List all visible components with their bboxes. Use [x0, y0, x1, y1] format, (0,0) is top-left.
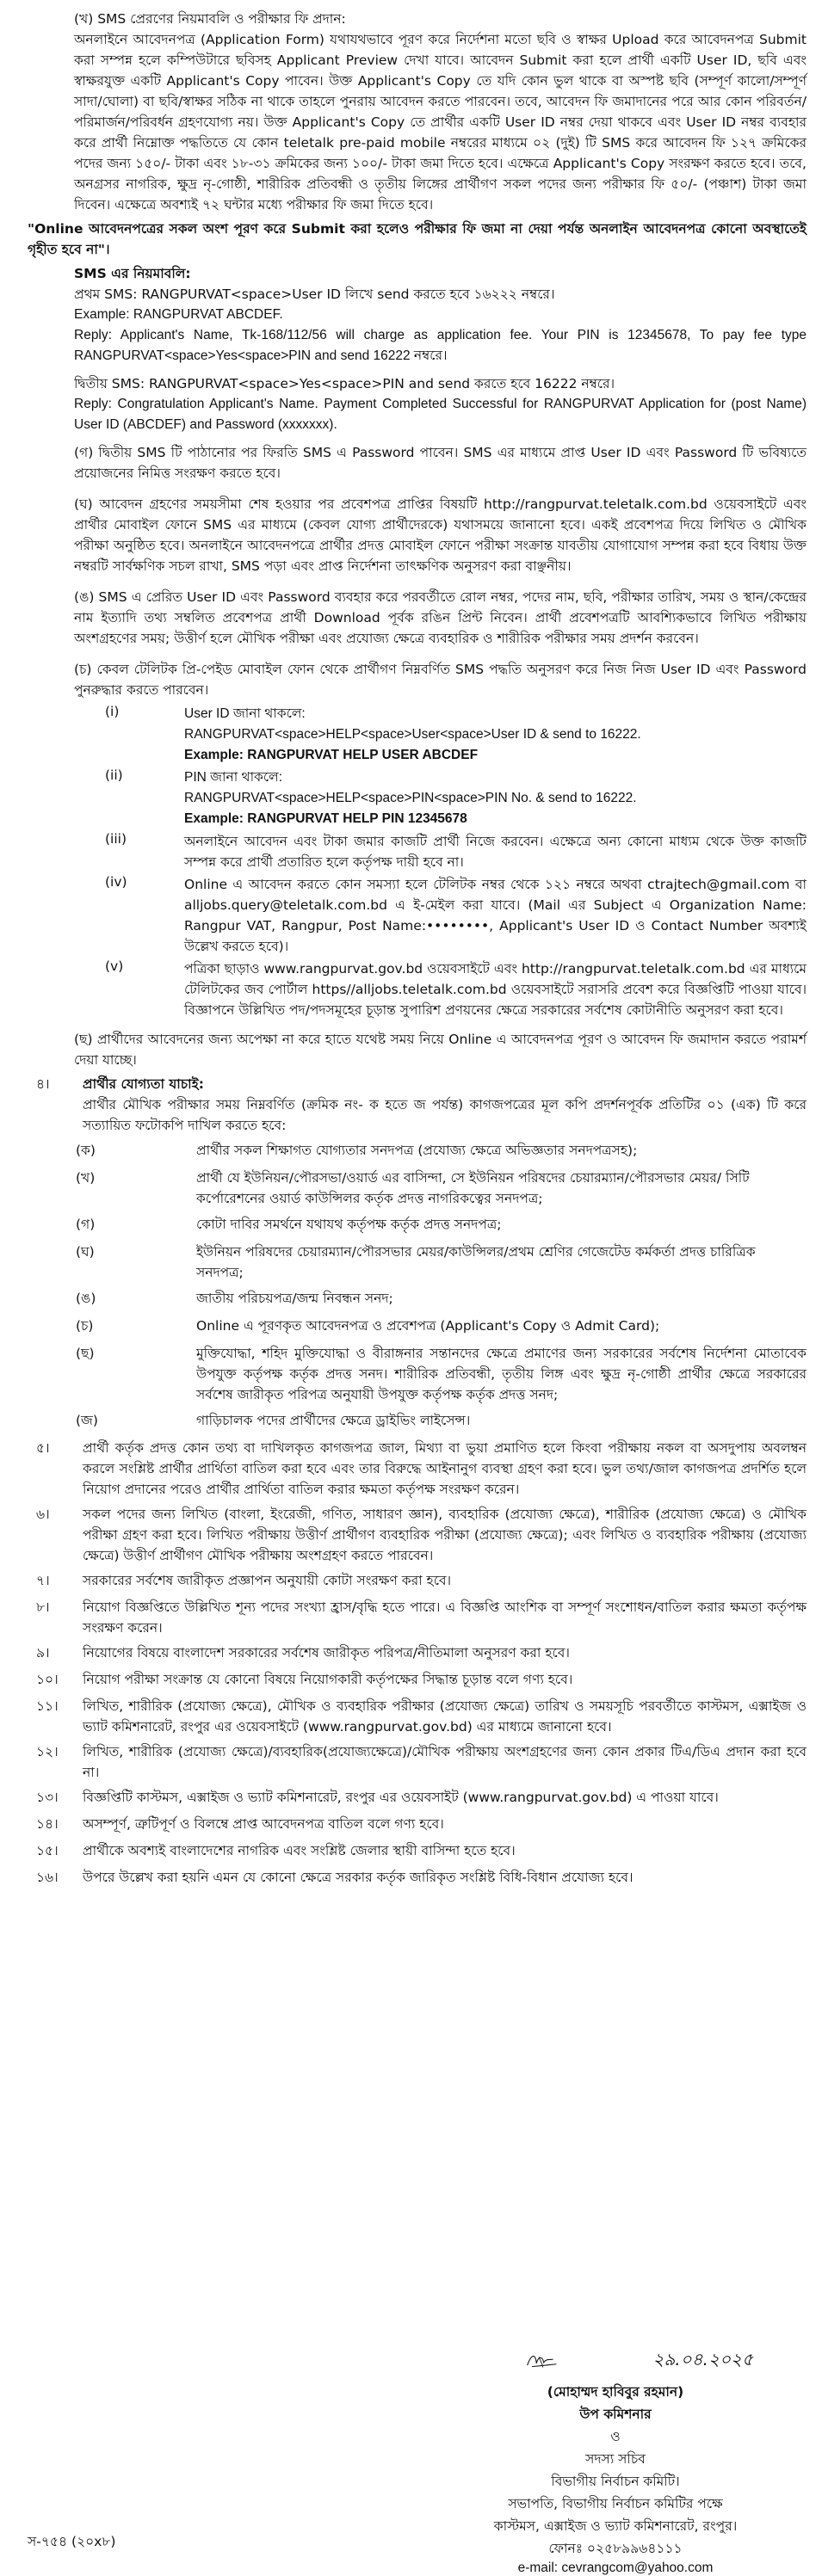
clause-num: ১২। — [36, 1744, 59, 1759]
section-kha-title: (খ) SMS প্রেরণের নিয়মাবলি ও পরীক্ষার ফি প্রদান: — [74, 11, 346, 27]
document-item — [45, 1343, 807, 1405]
clause-item — [28, 1787, 807, 1809]
officer-designation: উপ কমিশনার — [579, 2407, 652, 2422]
committee-name: বিভাগীয় নির্বাচন কমিটি। — [551, 2474, 680, 2489]
document-item-text: জাতীয় পরিচয়পত্র/জন্ম নিবন্ধন সনদ; — [196, 1291, 393, 1306]
document-item-text: গাড়িচালক পদের প্রার্থীদের ক্ষেত্রে ড্রাইভিং লাইসেন্স। — [196, 1413, 471, 1428]
document-item — [45, 1214, 807, 1236]
recovery-item-num: (i) — [105, 704, 120, 719]
clause-item — [28, 1504, 807, 1566]
section-kha-body: অনলাইনে আবেদনপত্র (Application Form) যথাযথভাবে পূরণ করে নির্দেশনা মতো ছবি ও স্বাক্ষর Upload করে আবেদনপত্র Submit করা সম্পন্ন হলে কম্পিউটারে ছবিসহ Applicant Preview দেখা যাবে। আবেদন Submit করা হলে প্রার্থী একটি User ID, ছবি এবং স্বাক্ষরযুক্ত একটি Applicant's Copy পাবেন। উক্ত Applicant's Copy তে যদি কোন ভুল থাকে বা অস্পষ্ট ছবি (সম্পূর্ণ কালো/সম্পূর্ণ সাদা/ঘোলা) বা ছবি/স্বাক্ষর সঠিক না থাকে তাহলে পুনরায় আবেদন করতে পারবেন। তবে, আবেদন ফি জমাদানের পরে আর কোন পরিবর্তন/পরিমার্জন/পরিবর্ধন গ্রহণযোগ্য নয়। উক্ত Applicant's Copy তে প্রার্থীর একটি User ID নম্বর দেয়া থাকবে এবং User ID নম্বর ব্যবহার করে প্রার্থী নিম্নোক্ত পদ্ধতিতে যে কোন teletalk pre-paid mobile নম্বরের মাধ্যমে ০২ (দুই) টি SMS করে আবেদন ফি ১২৭ ক্রমিকের পদের জন্য ১৫০/- টাকা এবং ১৮-৩১ ক্রমিকের জন্য ১০০/- টাকা জমা দিতে হবে। এক্ষেত্রে Applicant's Copy সংরক্ষণ করতে হবে। তবে, অনগ্রসর নাগরিক, ক্ষুদ্র নৃ-গোষ্ঠী, শারীরিক প্রতিবন্ধী ও তৃতীয় লিঙ্গের প্রার্থীগণ সকল পদের জন্য পরীক্ষার ফি ৫০/- (পঞ্চাশ) টাকা জমা দিবেন। এক্ষেত্রে অবশ্যই ৭২ ঘন্টার মধ্যে পরীক্ষার ফি জমা দিতে হবে। — [74, 32, 807, 213]
clause-item — [28, 1814, 807, 1836]
document-item — [45, 1316, 807, 1338]
clause-text: নিয়োগের বিষয়ে বাংলাদেশ সরকারের সর্বশেষ জারীকৃত পরিপত্র/নীতিমালা অনুসরণ করা হবে। — [83, 1645, 570, 1661]
clause-num: ৯। — [36, 1645, 50, 1661]
sms1-example: Example: RANGPURVAT ABCDEF. — [74, 307, 283, 322]
clause-item — [28, 1696, 807, 1737]
section-kha-note: "Online আবেদনপত্রের সকল অংশ পূরণ করে Submit করা হলেও পরীক্ষার ফি জমা না দেয়া পর্যন্ত অনলাইন আবেদনপত্র কোনো অবস্থাতেই গৃহীত হবে না"। — [28, 221, 807, 257]
office-name: কাস্টমস, এক্সাইজ ও ভ্যাট কমিশনারেট, রংপুর। — [493, 2518, 738, 2534]
clause-text: অসম্পূর্ণ, ত্রুটিপূর্ণ ও বিলম্বে প্রাপ্ত আবেদনপত্র বাতিল বলে গণ্য হবে। — [83, 1816, 444, 1832]
document-item-num: (চ) — [76, 1318, 94, 1334]
document-item-num: (খ) — [76, 1170, 96, 1186]
notice-page — [28, 9, 807, 1894]
signature-block — [478, 2340, 753, 2576]
clause-item — [28, 1570, 807, 1593]
clause-item — [28, 1597, 807, 1638]
officer-role: সদস্য সচিব — [585, 2451, 646, 2467]
document-item — [45, 1242, 807, 1283]
recovery-item-line: Online এ আবেদন করতে কোন সমস্যা হলে টেলিটক নম্বর থেকে ১২১ নম্বরে অথবা ctrajtech@gmail.com বা alljobs.query@teletalk.com.bd এ ই-মেইল করা যাবে। (Mail এর Subject এ Organization Name: Rangpur VAT, Rangpur, Post Name:••••••••, Applicant's User ID ও Contact Number অবশ্যই উল্লেখ করতে হবে)। — [184, 877, 807, 954]
document-item-num: (ছ) — [76, 1346, 95, 1361]
recovery-item-line: অনলাইনে আবেদন এবং টাকা জমার কাজটি প্রার্থী নিজে করবেন। এক্ষেত্রে অন্য কোনো মাধ্যম থেকে উক্ত কাজটি সম্পন্ন করে প্রার্থী প্রতারিত হলে কর্তৃপক্ষ দায়ী হবে না। — [184, 834, 807, 870]
recovery-item — [74, 958, 807, 1020]
on-behalf: সভাপতি, বিভাগীয় নির্বাচন কমিটির পক্ষে — [508, 2496, 723, 2511]
clause-num: ৫। — [36, 1440, 50, 1456]
section-cha: (চ) কেবল টেলিটক প্রি-পেইড মোবাইল ফোন থেকে প্রার্থীগণ নিম্নবর্ণিত SMS পদ্ধতি অনুসরণ করে নিজ নিজ User ID এবং Password পুনরুদ্ধার করতে পারবেন। — [74, 662, 807, 698]
numbered-clauses — [28, 1438, 807, 1889]
document-item-text: ইউনিয়ন পরিষদের চেয়ারম্যান/পৌরসভার মেয়র/কাউন্সিলর/প্রথম শ্রেণির গেজেটেড কর্মকর্তা প্রদত্ত চারিত্রিক সনদপত্র; — [196, 1244, 756, 1280]
clause-item — [28, 1642, 807, 1665]
recovery-item-line: User ID জানা থাকলে: — [184, 706, 306, 721]
document-item-text: কোটা দাবির সমর্থনে যথাযথ কর্তৃপক্ষ কর্তৃক প্রদত্ত সনদপত্র; — [196, 1217, 502, 1232]
clause-num: ৮। — [36, 1599, 50, 1615]
section-4-intro: প্রার্থীর মৌখিক পরীক্ষার সময় নিম্নবর্ণিত (ক্রমিক নং- ক হতে জ পর্যন্ত) কাগজপত্রের মূল কপি প্রদর্শনপূর্বক প্রতিটির ০১ (এক) টি করে সত্যায়িত ফটোকপি দাখিল করতে হবে: — [83, 1097, 807, 1133]
clause-item — [28, 1669, 807, 1692]
clause-text: প্রার্থী কর্তৃক প্রদত্ত কোন তথ্য বা দাখিলকৃত কাগজপত্র জাল, মিথ্যা বা ভুয়া প্রমাণিত হলে কিংবা পরীক্ষায় নকল বা অসদুপায় অবলম্বন করলে সংশ্লিষ্ট প্রার্থীর প্রার্থিতা বাতিল করা হবে এবং তার বিরুদ্ধে আইনানুগ ব্যবস্থা গ্রহণ করা হবে। ভুল তথ্য/জাল কাগজপত্র প্রদর্শিত হলে নিয়োগ প্রদানের পরেও প্রার্থীর প্রার্থিতা বাতিল করার ক্ষমতা কর্তৃপক্ষ সংরক্ষণ করেন। — [83, 1440, 807, 1497]
sms-rules — [28, 263, 807, 435]
section-4-title: প্রার্থীর যোগ্যতা যাচাই: — [83, 1076, 204, 1092]
recovery-item — [74, 767, 807, 829]
document-item-text: প্রার্থীর সকল শিক্ষাগত যোগ্যতার সনদপত্র (প্রযোজ্য ক্ষেত্রে অভিজ্ঞতার সনদপত্রসহ); — [196, 1143, 638, 1158]
clause-num: ৭। — [36, 1573, 50, 1588]
section-uma: (ঙ) SMS এ প্রেরিত User ID এবং Password ব্যবহার করে পরবর্তীতে রোল নম্বর, পদের নাম, ছবি, পরীক্ষার তারিখ, সময় ও স্থান/কেন্দ্রের নাম ইত্যাদি তথ্য সম্বলিত প্রবেশপত্র প্রার্থী Download পূর্বক রঙিন প্রিন্ট নিবেন। প্রার্থী প্রবেশপত্রটি আবশ্যিকভাবে লিখিত পরীক্ষায় অংশগ্রহণের সময়; উত্তীর্ণ হলে মৌখিক পরীক্ষা এবং প্রযোজ্য ক্ষেত্রে ব্যবহারিক ও শারীরিক পরীক্ষার সময় প্রদর্শন করবেন। — [74, 589, 807, 646]
clause-text: প্রার্থীকে অবশ্যই বাংলাদেশের নাগরিক এবং সংশ্লিষ্ট জেলার স্থায়ী বাসিন্দা হতে হবে। — [83, 1843, 516, 1858]
clause-num: ১০। — [36, 1672, 59, 1687]
clause-item — [28, 1840, 807, 1863]
document-item-num: (ঘ) — [76, 1244, 95, 1260]
sms1-instruction: প্রথম SMS: RANGPURVAT<space>User ID লিখে send করতে হবে ১৬২২২ নম্বরে। — [74, 287, 555, 302]
document-item-text: প্রার্থী যে ইউনিয়ন/পৌরসভা/ওয়ার্ড এর বাসিন্দা, সে ইউনিয়ন পরিষদের চেয়ারম্যান/পৌরসভার মেয়র/ সিটি কর্পোরেশনের ওয়ার্ড কাউন্সিলর কর্তৃক প্রদত্ত নাগরিকত্বের সনদপত্র; — [196, 1170, 750, 1206]
document-item-text: মুক্তিযোদ্ধা, শহিদ মুক্তিযোদ্ধা ও বীরাঙ্গনার সন্তানদের ক্ষেত্রে প্রমাণের জন্য সরকারের সর্বশেষ নির্দেশনা মোতাবেক উপযুক্ত কর্তৃপক্ষ কর্তৃক প্রদত্ত সনদ। শারীরিক প্রতিবন্ধী, তৃতীয় লিঙ্গ এবং ক্ষুদ্র নৃ-গোষ্ঠী প্রার্থীর ক্ষেত্রে সরকারের সর্বশেষ জারীকৃত পরিপত্র অনুযায়ী উপযুক্ত কর্তৃপক্ষ কর্তৃক প্রদত্ত সনদ; — [196, 1346, 807, 1402]
recovery-item-line: Example: RANGPURVAT HELP USER ABCDEF — [184, 748, 479, 762]
recovery-item-num: (ii) — [105, 767, 123, 783]
document-item-num: (গ) — [76, 1217, 96, 1232]
document-item-num: (ঙ) — [76, 1291, 96, 1306]
document-item — [45, 1140, 807, 1162]
recovery-item-num: (v) — [105, 958, 124, 974]
recovery-item-line: PIN জানা থাকলে: — [184, 770, 283, 785]
footer-code: স-৭৫৪ (২০x৮) — [28, 2534, 116, 2549]
sms1-reply: Reply: Applicant's Name, Tk-168/112/56 will charge as application fee. Your PIN is 12345678, To pay fee type RANGPURVAT<space>Yes<space>PIN and send 16222 নম্বরে। — [74, 328, 807, 363]
section-4 — [28, 1074, 807, 1136]
recovery-list — [28, 704, 807, 1020]
clause-num: ১৬। — [36, 1870, 59, 1885]
section-ga: (গ) দ্বিতীয় SMS টি পাঠানোর পর ফিরতি SMS এ Password পাবেন। SMS এর মাধ্যমে প্রাপ্ত User ID এবং Password টি ভবিষ্যতে প্রয়োজনের নিমিত্ত সংরক্ষণ করতে হবে। — [74, 445, 807, 481]
clause-num: ১৪। — [36, 1816, 59, 1832]
officer-name: (মোহাম্মদ হাবিবুর রহমান) — [547, 2384, 684, 2400]
clause-num: ১৫। — [36, 1843, 59, 1858]
clause-num: ১৩। — [36, 1790, 59, 1805]
document-list — [28, 1140, 807, 1433]
recovery-item-line: Example: RANGPURVAT HELP PIN 12345678 — [184, 811, 467, 826]
clause-item — [28, 1438, 807, 1500]
section-chha: (ছ) প্রার্থীদের আবেদনের জন্য অপেক্ষা না করে হাতে যথেষ্ট সময় নিয়ে Online এ আবেদনপত্র পূরণ ও আবেদন ফি জমাদান করতে পরামর্শ দেয়া যাচ্ছে। — [74, 1032, 807, 1068]
document-item — [45, 1288, 807, 1310]
recovery-item-num: (iii) — [105, 831, 127, 847]
clause-text: লিখিত, শারীরিক (প্রযোজ্য ক্ষেত্রে)/ব্যবহারিক(প্রযোজ্যক্ষেত্রে)/মৌখিক পরীক্ষায় অংশগ্রহণের জন্য কোন প্রকার টিএ/ডিএ প্রদান করা হবে না। — [83, 1744, 807, 1780]
signature-and: ও — [610, 2429, 621, 2444]
clause-text: সরকারের সর্বশেষ জারীকৃত প্রজ্ঞাপন অনুযায়ী কোটা সংরক্ষণ করা হবে। — [83, 1573, 452, 1588]
section-kha — [28, 9, 807, 260]
clause-text: নিয়োগ পরীক্ষা সংক্রান্ত যে কোনো বিষয়ে নিয়োগকারী কর্তৃপক্ষের সিদ্ধান্ত চূড়ান্ত বলে গণ্য হবে। — [83, 1672, 573, 1687]
recovery-item-line: RANGPURVAT<space>HELP<space>PIN<space>PIN No. & send to 16222. — [184, 791, 637, 805]
office-phone: ফোনঃ ০২৫৮৯৯৬৪১১১ — [548, 2541, 683, 2556]
clause-text: সকল পদের জন্য লিখিত (বাংলা, ইংরেজী, গণিত, সাধারণ জ্ঞান), ব্যবহারিক (প্রযোজ্য ক্ষেত্রে), শারীরিক (প্রযোজ্য ক্ষেত্রে) ও মৌখিক পরীক্ষা গ্রহণ করা হবে। লিখিত পরীক্ষায় উত্তীর্ণ প্রার্থীগণ ব্যবহারিক পরীক্ষা (প্রযোজ্য ক্ষেত্রে); এবং লিখিত ও ব্যবহারিক পরীক্ষায় (প্রযোজ্য ক্ষেত্রে) উত্তীর্ণ প্রার্থীগণ মৌখিক পরীক্ষায় অংশগ্রহণ করতে পারবেন। — [83, 1507, 807, 1563]
clause-num: ১১। — [36, 1698, 59, 1714]
recovery-item-num: (iv) — [105, 874, 127, 890]
recovery-item — [74, 831, 807, 872]
clause-text: নিয়োগ বিজ্ঞপ্তিতে উল্লিখিত শূন্য পদের সংখ্যা হ্রাস/বৃদ্ধি হতে পারে। এ বিজ্ঞপ্তি আংশিক বা সম্পূর্ণ সংশোধন/বাতিল করার ক্ষমতা কর্তৃপক্ষ সংরক্ষণ করেন। — [83, 1599, 807, 1636]
document-item-num: (জ) — [76, 1413, 98, 1428]
sms2-reply: Reply: Congratulation Applicant's Name. Payment Completed Successful for RANGPURVAT Application for (post Name) User ID (ABCDEF) and Password (xxxxxxx). — [74, 397, 807, 432]
handwritten-signature — [524, 2340, 602, 2382]
clause-text: লিখিত, শারীরিক (প্রযোজ্য ক্ষেত্রে), মৌখিক ও ব্যবহারিক পরীক্ষার (প্রযোজ্য ক্ষেত্রে) তারিখ ও সময়সূচি পরবর্তীতে কাস্টমস, এক্সাইজ ও ভ্যাট কমিশনারেট, রংপুর এর ওয়েবসাইটে (www.rangpurvat.gov.bd) এর মাধ্যমে জানানো হবে। — [83, 1698, 807, 1735]
sms2-instruction: দ্বিতীয় SMS: RANGPURVAT<space>Yes<space>PIN and send করতে হবে 16222 নম্বরে। — [74, 376, 615, 391]
clause-text: উপরে উল্লেখ করা হয়নি এমন যে কোনো ক্ষেত্রে সরকার কর্তৃক জারিকৃত সংশ্লিষ্ট বিধি-বিধান প্রযোজ্য হবে। — [83, 1870, 633, 1885]
recovery-item — [74, 704, 807, 766]
section-4-num: ৪। — [36, 1076, 50, 1092]
signature-date: ২৯.০৪.২০২৫ — [652, 2348, 753, 2370]
document-item — [45, 1168, 807, 1209]
recovery-item-line: RANGPURVAT<space>HELP<space>User<space>User ID & send to 16222. — [184, 727, 641, 742]
clause-num: ৬। — [36, 1507, 50, 1522]
clause-text: বিজ্ঞপ্তিটি কাস্টমস, এক্সাইজ ও ভ্যাট কমিশনারেট, রংপুর এর ওয়েবসাইট (www.rangpurvat.gov.bd) এ পাওয়া যাবে। — [83, 1790, 719, 1805]
clause-item — [28, 1867, 807, 1889]
recovery-item-line: পত্রিকা ছাড়াও www.rangpurvat.gov.bd ওয়েবসাইটে এবং http://rangpurvat.teletalk.com.bd এর মাধ্যমে টেলিটকের জব পোর্টাল https//alljobs.teletalk.com.bd ওয়েবসাইটে সরাসরি প্রবেশ করে বিজ্ঞপ্তিটি পাওয়া যাবে। বিজ্ঞাপনে উল্লিখিত পদ/পদসমূহের চূড়ান্ত সুপারিশ প্রণয়নের ক্ষেত্রে সরকারের সর্বশেষ কোটানীতি অনুসরণ করা হবে। — [184, 961, 807, 1018]
section-gha: (ঘ) আবেদন গ্রহণের সময়সীমা শেষ হওয়ার পর প্রবেশপত্র প্রাপ্তির বিষয়টি http://rangpurvat.teletalk.com.bd ওয়েবসাইটে এবং প্রার্থীর মোবাইল ফোনে SMS এর মাধ্যমে (কেবল যোগ্য প্রার্থীদেরকে) যথাসময়ে জানানো হবে। একই প্রবেশপত্র দিয়ে লিখিত ও মৌখিক পরীক্ষা অনুষ্ঠিত হবে। অনলাইনে আবেদনপত্রে প্রার্থীর প্রদত্ত মোবাইল ফোনে পরীক্ষা সংক্রান্ত যাবতীয় যোগাযোগ সম্পন্ন করা হবে বিধায় উক্ত নম্বরটি সার্বক্ষণিক সচল রাখা, SMS পড়া এবং প্রাপ্ত নির্দেশনা তাৎক্ষণিক অনুসরণ করা বাঞ্ছনীয়। — [74, 496, 807, 574]
sms-rules-title: SMS এর নিয়মাবলি: — [74, 266, 191, 281]
document-item — [45, 1410, 807, 1433]
clause-item — [28, 1741, 807, 1783]
office-email: e-mail: cevrangcom@yahoo.com — [517, 2561, 714, 2575]
document-item-text: Online এ পূরণকৃত আবেদনপত্র ও প্রবেশপত্র (Applicant's Copy ও Admit Card); — [196, 1318, 660, 1334]
recovery-item — [74, 874, 807, 957]
document-item-num: (ক) — [76, 1143, 96, 1158]
